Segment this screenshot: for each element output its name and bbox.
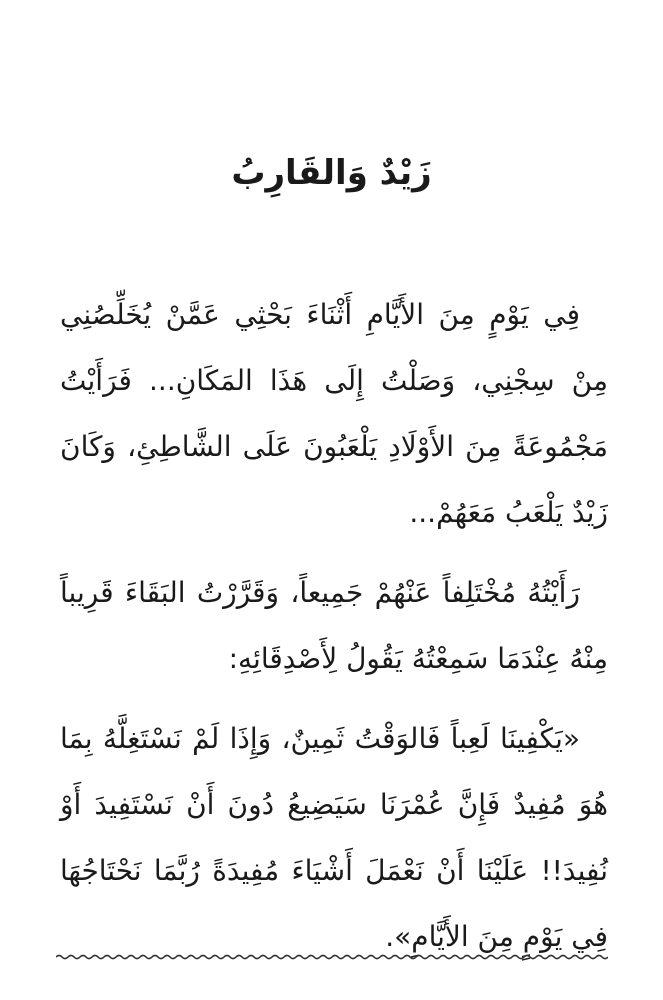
paragraph-1: فِي يَوْمٍ مِنَ الأَيَّامِ أَثْنَاءَ بَحْثِي عَمَّنْ يُخَلِّصُنِي مِنْ سِجْنِي، وَصَلْتُ إِلَى هَذَا المَكَانِ... فَرَأَيْتُ مَجْمُوعَةً مِنَ الأَوْلَادِ يَلْعَبُونَ عَلَى الشَّاطِئِ، وَكَانَ زَيْدٌ يَلْعَبُ مَعَهُمْ... [60,298,608,529]
paragraph-3: «يَكْفِينَا لَعِباً فَالوَقْتُ ثَمِينٌ، وَإِذَا لَمْ نَسْتَغِلَّهُ بِمَا هُوَ مُفِيدٌ فَإِنَّ عُمْرَنَا سَيَضِيعُ دُونَ أَنْ نَسْتَفِيدَ أَوْ نُفِيدَ!! عَلَيْنَا أَنْ نَعْمَلَ أَشْيَاءَ مُفِيدَةً رُبَّمَا نَحْتَاجُهَا فِي يَوْمٍ مِنَ الأَيَّامِ». [60,722,608,953]
wavy-divider [56,950,608,964]
paragraph-2: رَأَيْتُهُ مُخْتَلِفاً عَنْهُمْ جَمِيعاً، وَقَرَّرْتُ البَقَاءَ قَرِيباً مِنْهُ عِنْدَمَا سَمِعْتُهُ يَقُولُ لِأَصْدِقَائِهِ: [60,576,608,675]
page-title: زَيْدٌ وَالقَارِبُ [231,153,432,193]
story-body [60,282,608,970]
